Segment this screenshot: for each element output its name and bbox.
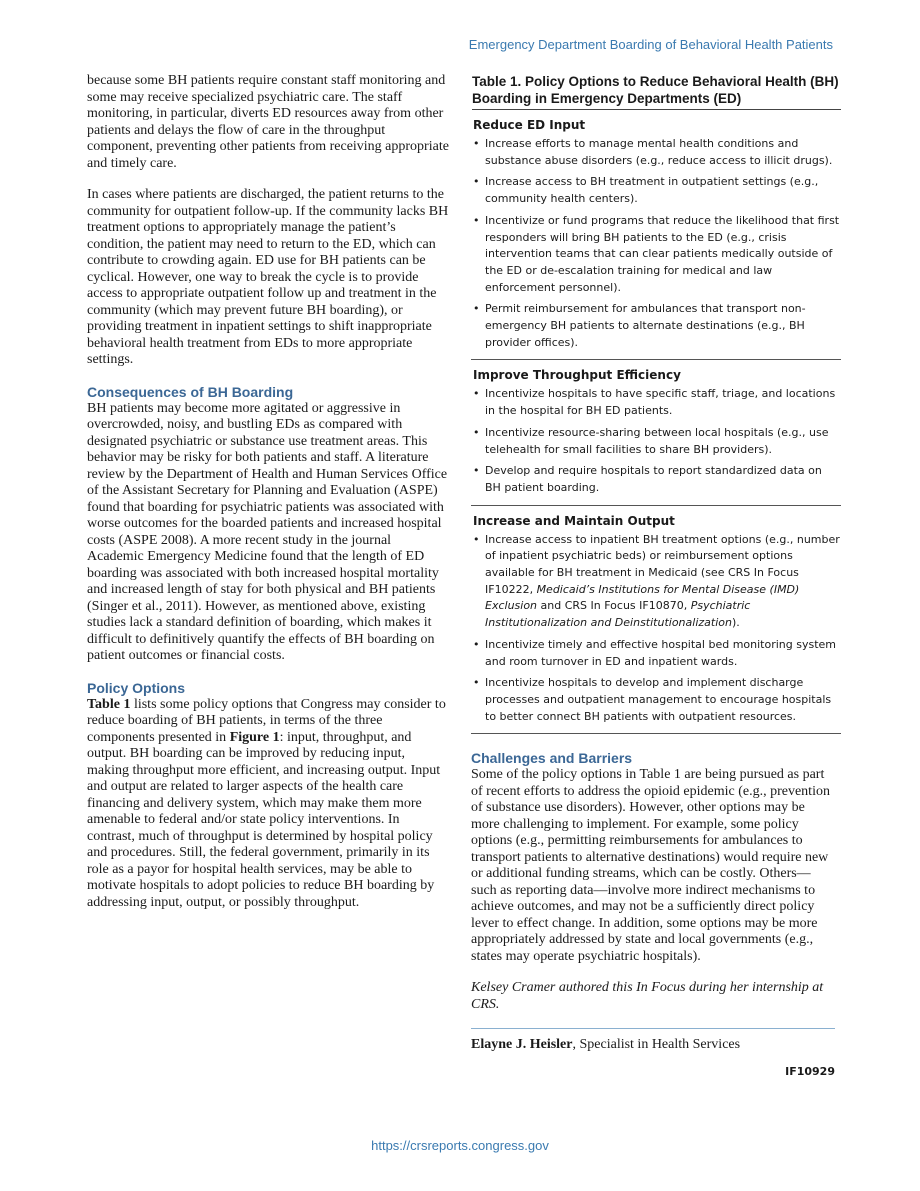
list-item: [473, 463, 841, 496]
table-reference: Table 1: [87, 696, 131, 712]
table-section-output: [471, 506, 841, 735]
list-item: [473, 136, 841, 169]
section-heading-policy-options: Policy Options: [87, 679, 186, 696]
list-item: [473, 675, 841, 725]
table-section-heading: Improve Throughput Efficiency: [473, 368, 681, 383]
signature-divider: [471, 1028, 835, 1029]
list-item: [473, 301, 841, 351]
running-header: Emergency Department Boarding of Behavioral Health Patients: [468, 37, 833, 52]
list-item-text: Incentivize resource-sharing between local hospitals (e.g., use telehealth for small facilities to share BH providers).: [485, 425, 829, 456]
paragraph: Some of the policy options in Table 1 are being pursued as part of recent efforts to address the opioid epidemic (e.g., prevention of substance use disorders). However, other options may be more challenging to implement. For example, some policy options (e.g., permitting reimbursements for ambulances to transport patients to alternative destinations) would require new or additional funding streams, which can be costly. Others—such as reporting data—involve more indirect mechanisms to achieve outcomes, and may not be a sufficiently direct policy lever to effect change. In addition, some options may be more appropriately addressed by state and local governments (e.g., states may operate psychiatric hospitals).: [471, 767, 830, 964]
bullet-icon: •: [473, 387, 480, 401]
table-section-throughput: [471, 360, 841, 505]
list-item: [473, 174, 841, 207]
section-heading-challenges: Challenges and Barriers: [471, 750, 633, 767]
list-item-text: Permit reimbursement for ambulances that transport non-emergency BH patients to alternate destinations (e.g., BH provider offices).: [485, 302, 806, 349]
paragraph: In cases where patients are discharged, the patient returns to the community for outpatient follow-up. If the community lacks BH treatment options to appropriately manage the patient’s condition, the patient may need to return to the ED, which can contribute to crowding again. ED use for BH patients can be cyclical. However, one way to break the cycle is to provide access to appropriate outpatient follow up and treatment in the community (which may prevent future BH boarding), or providing treatment in inpatient settings to shift inappropriate behavioral health treatment from EDs to more appropriate settings.: [87, 187, 449, 367]
list-item-text: ).: [731, 616, 740, 630]
list-item-text: and CRS In Focus IF10870,: [537, 599, 691, 613]
bullet-icon: •: [473, 532, 480, 546]
bullet-icon: •: [473, 464, 480, 478]
table-section-heading: Reduce ED Input: [473, 118, 586, 132]
left-column: [87, 73, 449, 926]
bullet-icon: •: [473, 302, 480, 316]
section-heading-consequences: Consequences of BH Boarding: [87, 383, 294, 400]
bullet-icon: •: [473, 175, 480, 189]
paragraph: BH patients may become more agitated or aggressive in overcrowded, noisy, and bustling EDs as compared with designated psychiatric or substance use treatment areas. This behavior may be risky for both patients and staff. A literature review by the Department of Health and Human Services Office of the Assistant Secretary for Planning and Evaluation (ASPE) found that boarding for psychiatric patients was associated with worse outcomes for the boarded patients and increased hospital costs (ASPE 2008). A more recent study in the journal Academic Emergency Medicine found that the length of ED boarding was associated with both increased hospital mortality and increased length of stay for both physical and BH patients (Singer et al., 2011). However, as mentioned above, existing studies lack a standard definition of boarding, which makes it difficult to definitively quantify the effects of BH boarding on patient outcomes or financial costs.: [87, 400, 448, 663]
report-title: Psychiatric Institutionalization and Deinstitutionalization: [485, 599, 751, 630]
table-section-input: [471, 110, 841, 360]
list-item-text: Incentivize or fund programs that reduce the likelihood that first responders will bring BH patients to the ED (e.g., crisis intervention teams that can clear patients medically outside of the ED or de-escalation training for medical and law enforcement personnel).: [485, 213, 840, 294]
report-title: Medicaid’s Institutions for Mental Disease (IMD) Exclusion: [485, 582, 800, 613]
table-title: Table 1. Policy Options to Reduce Behavioral Health (BH) Boarding in Emergency Departments (ED): [472, 73, 841, 110]
bullet-list: [473, 386, 841, 496]
bullet-list: [473, 136, 841, 351]
list-item: [473, 213, 841, 297]
footer-url[interactable]: https://crsreports.congress.gov: [371, 1138, 549, 1153]
author-note: Kelsey Cramer authored this In Focus during her internship at CRS.: [471, 980, 824, 1012]
list-item: [473, 532, 841, 632]
bullet-icon: •: [473, 676, 480, 690]
list-item-text: Develop and require hospitals to report standardized data on BH patient boarding.: [485, 464, 822, 494]
paragraph: because some BH patients require constant staff monitoring and some may receive specialized psychiatric care. The staff monitoring, in particular, diverts ED resources away from other patients and delays the flow of care in the throughput component, preventing other patients from receiving appropriate and timely care.: [87, 73, 449, 171]
bullet-icon: •: [473, 425, 480, 439]
author-name: Elayne J. Heisler: [471, 1037, 573, 1053]
right-body: [471, 750, 833, 1013]
text-run: : input, throughput, and output. BH boarding can be improved by reducing input, making throughput more efficient, and increasing output. Input and output are related to larger aspects of the health care financing and delivery system, which may make them more amenable to federal and/or state policy interventions. In contrast, much of throughput is determined by hospital policy and procedures. Still, the federal government, primarily in its role as a payor for hospital health services, may be able to motivate hospitals to adopt policies to reduce BH boarding by addressing input, output, or possibly throughput.: [87, 729, 441, 910]
list-item-text: Increase access to inpatient BH treatment options (e.g., number of inpatient psychiatric beds) or reimbursement options available for BH treatment in Medicaid (see CRS In Focus IF10222,: [485, 532, 840, 596]
paragraph: [87, 697, 449, 912]
author-signature: [471, 1037, 841, 1053]
text-run: lists some policy options that Congress may consider to reduce boarding of BH patients, in terms of the three components presented in: [87, 696, 446, 745]
list-item-text: Incentivize hospitals to have specific staff, triage, and locations in the hospital for BH ED patients.: [485, 387, 836, 418]
document-id: IF10929: [785, 1065, 835, 1079]
bullet-list: [473, 532, 841, 726]
list-item: [473, 386, 841, 419]
table-section-heading: Increase and Maintain Output: [473, 513, 675, 528]
bullet-icon: •: [473, 213, 480, 227]
right-column: [471, 73, 841, 1078]
list-item-text: Increase access to BH treatment in outpatient settings (e.g., community health centers).: [485, 175, 819, 206]
figure-reference: Figure 1: [229, 729, 280, 745]
bullet-icon: •: [473, 137, 480, 150]
bullet-icon: •: [473, 637, 480, 651]
list-item-text: Increase efforts to manage mental health conditions and substance abuse disorders (e.g., reduce access to illicit drugs).: [485, 137, 833, 167]
list-item: [473, 637, 841, 670]
list-item-text: Incentivize timely and effective hospital bed monitoring system and room turnover in ED and inpatient wards.: [485, 637, 837, 668]
list-item-text: Incentivize hospitals to develop and implement discharge processes and outpatient management to encourage hospitals to better connect BH patients with outpatient resources.: [485, 676, 832, 723]
author-title: , Specialist in Health Services: [572, 1037, 741, 1053]
list-item: [473, 425, 841, 458]
